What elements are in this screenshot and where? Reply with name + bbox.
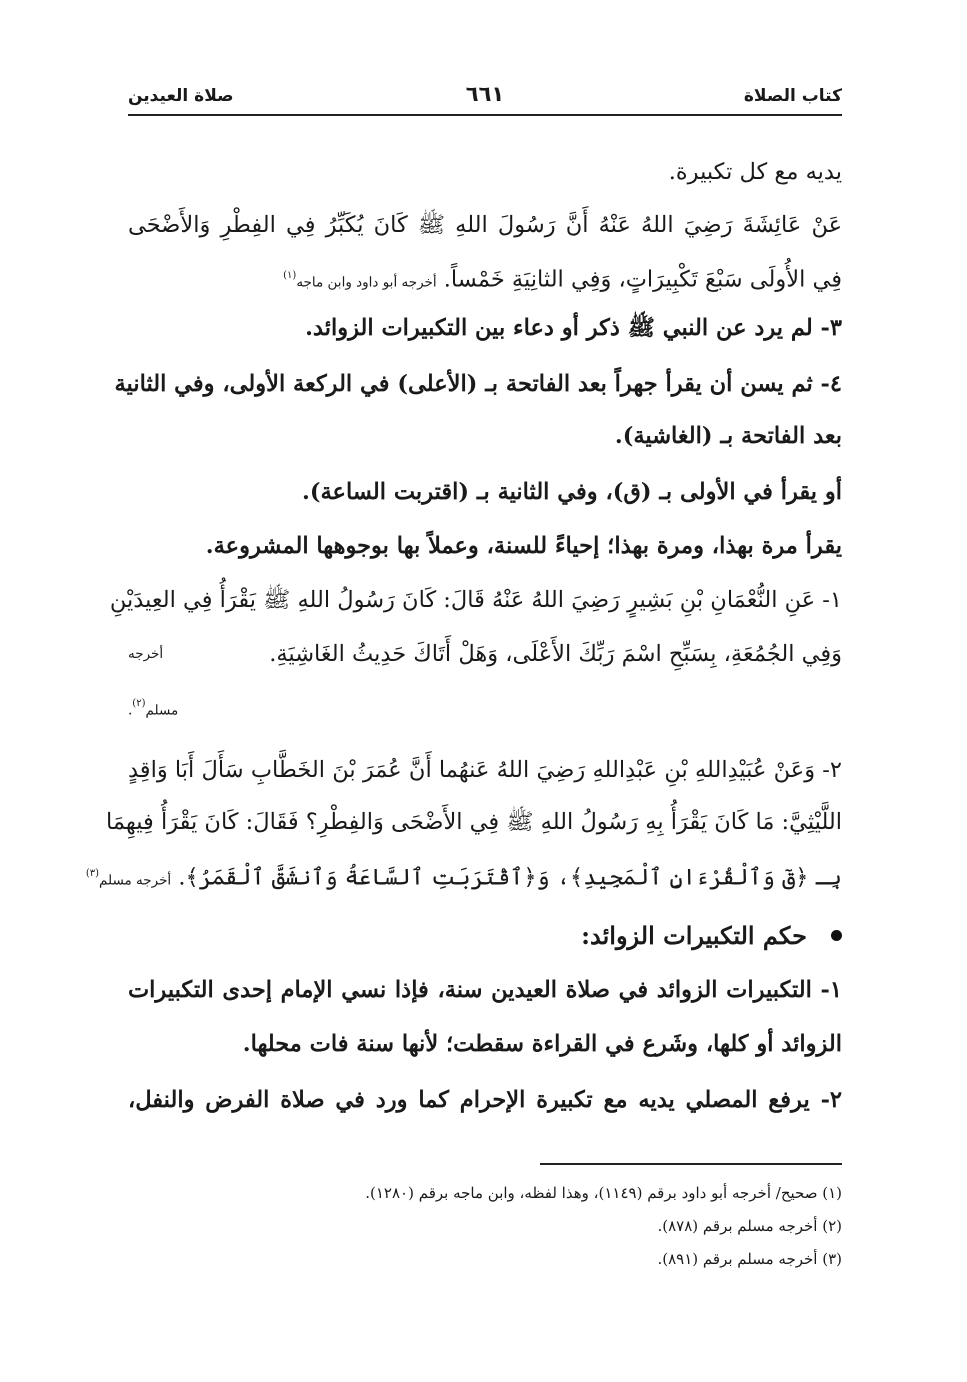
hadith-text: وَفِي الجُمُعَةِ، بِسَبِّحِ اسْمَ رَبِّكَ الأَعْلَى، وَهَلْ أَتَاكَ حَدِيثُ الغَاشِيَةِ. xyxy=(269,641,842,667)
text-line: ٤- ثم يسن أن يقرأ جهراً بعد الفاتحة بـ (الأعلى) في الركعة الأولى، وفي الثانية xyxy=(114,371,842,397)
hadith-line: عَنْ عَائِشَةَ رَضِيَ اللهُ عَنْهُ أَنَّ رَسُولَ اللهِ ﷺ كَانَ يُكَبِّرُ فِي الفِطْرِ وَالأَضْحَى xyxy=(128,212,842,238)
text-line: يديه مع كل تكبيرة. xyxy=(668,159,842,185)
citation-line: مسلم$^{(٢)}$. xyxy=(128,698,179,719)
hadith-line: اللَّيْثِيَّ: مَا كَانَ يَقْرَأُ بِهِ رَسُولُ اللهِ ﷺ فِي الأَضْحَى وَالفِطْرِ؟ فَقَالَ: كَانَ يَقْرَأُ فِيهِمَا xyxy=(106,809,842,835)
citation-text: أخرجه xyxy=(128,646,164,662)
footnote-separator xyxy=(540,1163,842,1165)
text-line: ٣- لم يرد عن النبي ﷺ ذكر أو دعاء بين التكبيرات الزوائد. xyxy=(305,315,842,341)
quran-text: بِـ ﴿قٓ وَٱلْقُرْءَانِ ٱلْمَجِيدِ﴾، وَ﴿ٱقْتَرَبَتِ ٱلسَّاعَةُ وَٱنشَقَّ ٱلْقَمَرُ﴾. xyxy=(178,864,842,891)
hadith-line xyxy=(86,852,842,896)
book-title: كتاب الصلاة xyxy=(743,86,842,106)
text-line: يقرأ مرة بهذا، ومرة بهذا؛ إحياءً للسنة، وعملاً بها بوجوهها المشروعة. xyxy=(205,533,842,559)
citation-text: مسلم xyxy=(145,702,179,719)
citation-text: أخرجه أبو داود وابن ماجه xyxy=(296,274,437,291)
footnote-ref: (٢) xyxy=(132,698,146,709)
footnote: (٢) أخرجه مسلم برقم (٨٧٨). xyxy=(657,1217,842,1235)
hadith-text: فِي الأُولَى سَبْعَ تَكْبِيرَاتٍ، وَفِي الثانِيَةِ خَمْساً. xyxy=(443,266,842,293)
hadith-line: ١- عَنِ النُّعْمَانِ بْنِ بَشِيرٍ رَضِيَ اللهُ عَنْهُ قَالَ: كَانَ رَسُولُ اللهِ ﷺ يَقْرَأُ فِي العِيدَيْنِ xyxy=(109,587,842,613)
chapter-title: صلاة العيدين xyxy=(128,86,234,106)
footnote-ref: (٣) xyxy=(85,868,100,879)
hadith-line xyxy=(128,632,842,676)
running-header xyxy=(128,82,842,116)
text-line: ١- التكبيرات الزوائد في صلاة العيدين سنة، فإذا نسي الإمام إحدى التكبيرات xyxy=(128,977,842,1003)
text-line: بعد الفاتحة بـ (الغاشية). xyxy=(614,423,842,449)
text-line: أو يقرأ في الأولى بـ (ق)، وفي الثانية بـ (اقتربت الساعة). xyxy=(302,479,842,505)
hadith-line xyxy=(283,254,842,298)
footnote: (١) صحيح/ أخرجه أبو داود برقم (١١٤٩)، وهذا لفظه، وابن ماجه برقم (١٢٨٠). xyxy=(365,1184,842,1202)
footnote-ref: (١) xyxy=(283,270,297,281)
text-line: ٢- يرفع المصلي يديه مع تكبيرة الإحرام كما ورد في صلاة الفرض والنفل، xyxy=(128,1087,842,1113)
text-line: الزوائد أو كلها، وشَرع في القراءة سقطت؛ لأنها سنة فات محلها. xyxy=(242,1031,842,1057)
page-number: ٦٦١ xyxy=(465,82,505,106)
hadith-line: ٢- وَعَنْ عُبَيْدِاللهِ بْنِ عَبْدِاللهِ رَضِيَ اللهُ عَنهُما أَنَّ عُمَرَ بْنَ الخَطَّابِ سَأَلَ أَبَا وَاقِدٍ xyxy=(128,757,842,783)
footnote: (٣) أخرجه مسلم برقم (٨٩١). xyxy=(657,1250,842,1268)
section-heading xyxy=(581,914,842,958)
header-rule xyxy=(128,114,842,116)
citation-text: أخرجه مسلم xyxy=(99,872,172,889)
heading-text: حكم التكبيرات الزوائد: xyxy=(581,921,807,950)
bullet-icon xyxy=(831,930,842,941)
